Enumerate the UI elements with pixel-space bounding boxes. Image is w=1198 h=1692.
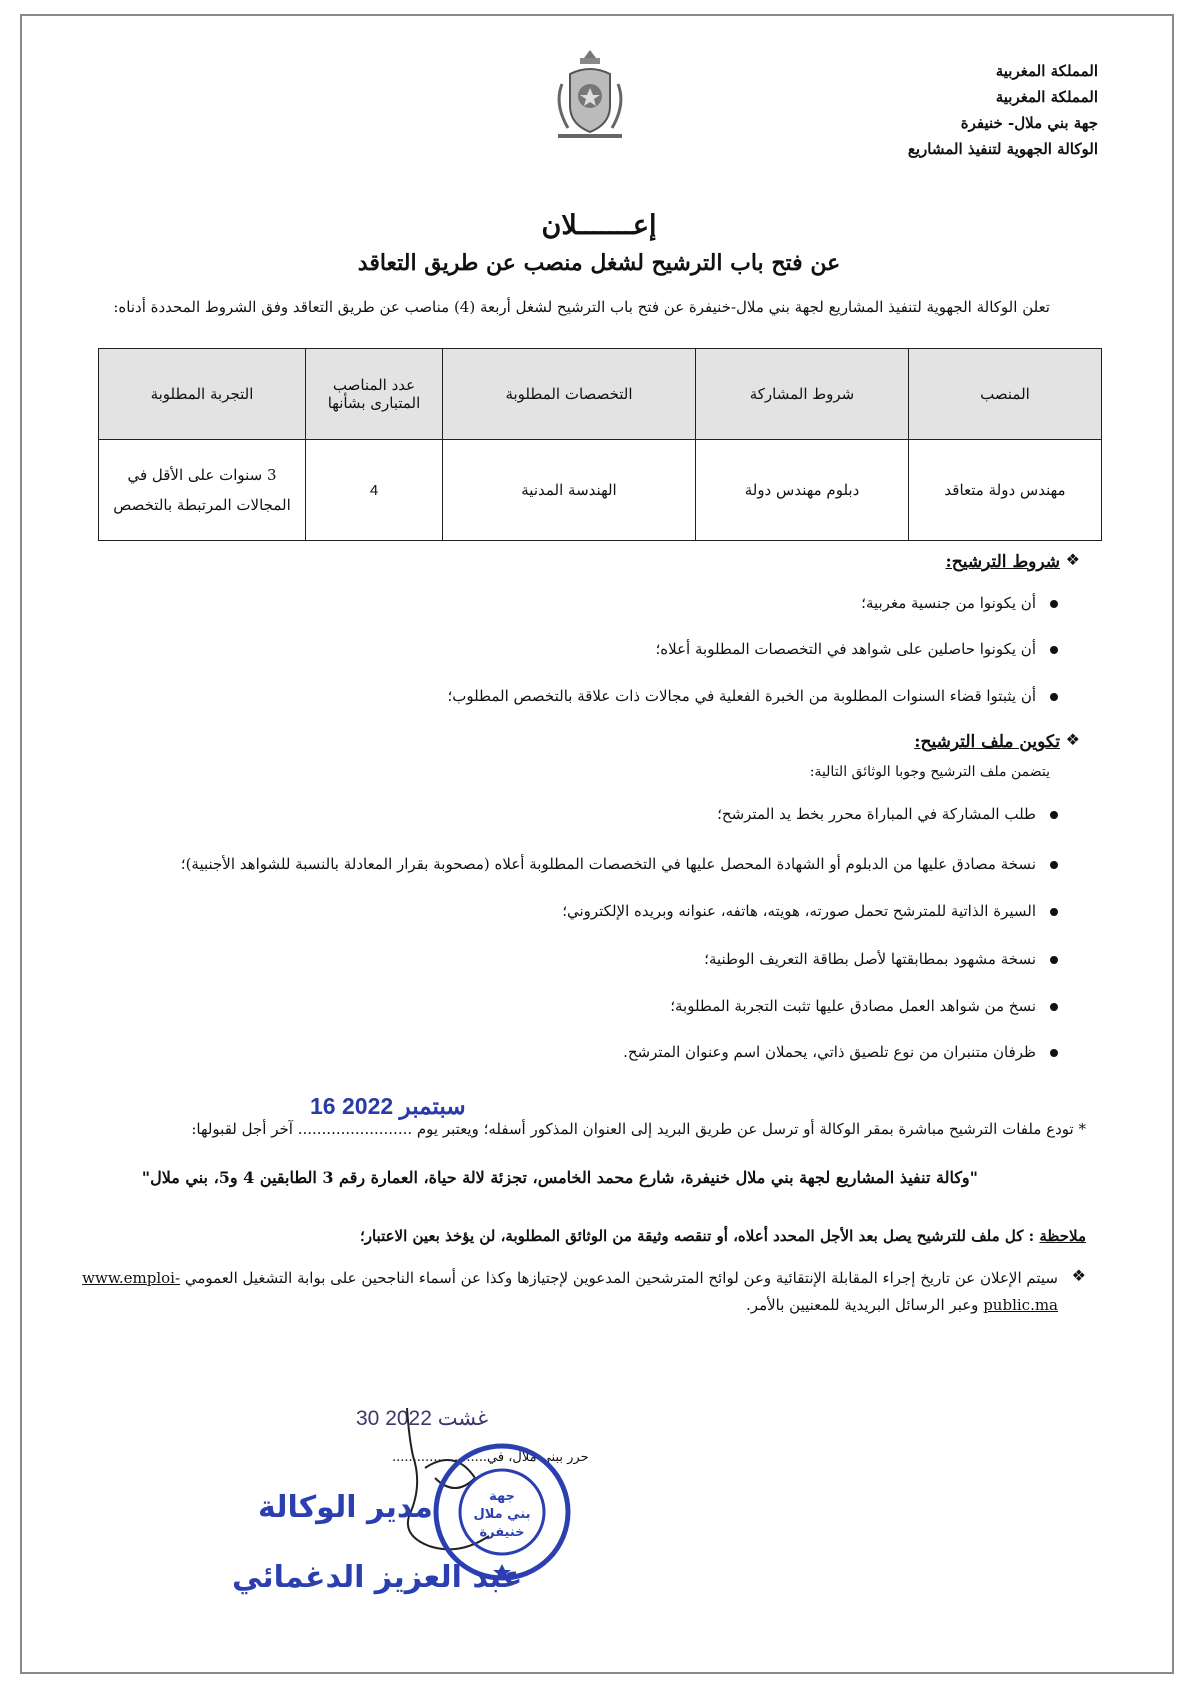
bullet-dot-icon	[1050, 693, 1058, 701]
signed-place-line: حرر ببني ملال، في.......................	[392, 1450, 589, 1465]
table-cell: الهندسة المدنية	[443, 440, 696, 541]
bullet-dot-icon	[1050, 908, 1058, 916]
header-block	[838, 58, 1098, 162]
table-row	[99, 440, 1102, 541]
positions-table	[98, 348, 1102, 541]
bullet-dot-icon	[1050, 1003, 1058, 1011]
list-item: أن يثبتوا قضاء السنوات المطلوبة من الخبرة الفعلية في مجالات ذات علاقة بالتخصص المطلوب؛	[447, 687, 1058, 705]
director-title: مدير الوكالة	[258, 1490, 433, 1525]
bullet-dot-icon	[1050, 600, 1058, 608]
table-cell: مهندس دولة متعاقد	[909, 440, 1102, 541]
list-item: نسخة مشهود بمطابقتها لأصل بطاقة التعريف الوطنية؛	[704, 950, 1058, 968]
section-bullet-icon: ❖	[1065, 550, 1080, 569]
section-bullet-icon: ❖	[1065, 730, 1080, 749]
page-title: إعـــــــلان	[541, 210, 657, 241]
list-item: نسخ من شواهد العمل مصادق عليها تثبت التجربة المطلوبة؛	[670, 997, 1058, 1015]
list-item: طلب المشاركة في المباراة محرر بخط يد المترشح؛	[717, 805, 1058, 823]
file-intro: يتضمن ملف الترشيح وجوبا الوثائق التالية:	[809, 764, 1050, 780]
bullet-dot-icon	[1050, 646, 1058, 654]
header-line: الوكالة الجهوية لتنفيذ المشاريع	[907, 140, 1098, 158]
table-header-cell: التجربة المطلوبة	[99, 349, 306, 440]
table-cell: 3 سنوات على الأقل في المجالات المرتبطة بالتخصص	[99, 440, 306, 541]
emploi-public-link[interactable]: www.emploi-public.ma	[82, 1269, 1058, 1314]
note-label: ملاحظة	[1039, 1227, 1086, 1245]
file-heading: تكوين ملف الترشيح:	[914, 732, 1060, 752]
table-cell: دبلوم مهندس دولة	[696, 440, 909, 541]
deadline-date-stamp: 16 سبتمبر 2022	[310, 1093, 466, 1119]
note-text: : كل ملف للترشيح يصل بعد الأجل المحدد أعلاه، أو تنقصه وثيقة من الوثائق المطلوبة، لن يؤخذ بعين الاعتبار؛	[359, 1227, 1035, 1245]
seal-text: جهة	[489, 1489, 515, 1504]
seal-text: بني ملال	[473, 1507, 531, 1522]
director-name: عبد العزيز الدغمائي	[232, 1560, 523, 1595]
seal-text: خنيفرة	[479, 1525, 525, 1540]
signed-date-stamp: 30 غشت 2022	[356, 1407, 489, 1430]
table-header-cell: المنصب	[909, 349, 1102, 440]
coat-of-arms-icon	[548, 44, 632, 144]
table-header-cell: شروط المشاركة	[696, 349, 909, 440]
conditions-heading: شروط الترشيح:	[945, 552, 1060, 572]
table-header-row	[99, 349, 1102, 440]
list-item: أن يكونوا من جنسية مغربية؛	[861, 594, 1058, 612]
announcement-text: سيتم الإعلان عن تاريخ إجراء المقابلة الإنتقائية وعن لوائح المترشحين المدعوين لإجتيازها وكذا عن أسماء الناجحين على بوابة التشغيل العمومي	[184, 1269, 1058, 1287]
note-paragraph	[360, 1227, 1086, 1245]
header-line: جهة بني ملال- خنيفرة	[960, 114, 1098, 132]
header-line: المملكة المغربية	[995, 62, 1098, 80]
bullet-dot-icon	[1050, 956, 1058, 964]
page-subtitle: عن فتح باب الترشيح لشغل منصب عن طريق التعاقد	[357, 250, 841, 276]
announcement-paragraph	[68, 1265, 1058, 1319]
intro-paragraph: تعلن الوكالة الجهوية لتنفيذ المشاريع لجهة بني ملال-خنيفرة عن فتح باب الترشيح لشغل أربعة (4) مناصب عن طريق التعاقد وفق الشروط المحددة أدناه:	[113, 298, 1050, 316]
bullet-dot-icon	[1050, 811, 1058, 819]
agency-address: "وكالة تنفيذ المشاريع لجهة بني ملال خنيفرة، شارع محمد الخامس، تجزئة لالة حياة، العمارة رقم 3 الطابقين 4 و5، بني ملال"	[141, 1168, 978, 1187]
table-header-cell: عدد المناصب المتبارى بشأنها	[306, 349, 443, 440]
bullet-dot-icon	[1050, 1049, 1058, 1057]
table-header-cell: التخصصات المطلوبة	[443, 349, 696, 440]
bullet-dot-icon	[1050, 861, 1058, 869]
section-bullet-icon: ❖	[1071, 1266, 1086, 1285]
list-item: نسخة مصادق عليها من الدبلوم أو الشهادة المحصل عليها في التخصصات المطلوبة أعلاه (مصحوبة بقرار المعادلة بالنسبة للشواهد الأجنبية)؛	[181, 855, 1058, 873]
table-cell: 4	[306, 440, 443, 541]
announcement-tail: وعبر الرسائل البريدية للمعنيين بالأمر.	[746, 1296, 979, 1314]
list-item: أن يكونوا حاصلين على شواهد في التخصصات المطلوبة أعلاه؛	[656, 640, 1058, 658]
list-item: السيرة الذاتية للمترشح تحمل صورته، هويته، هاتفه، عنوانه وبريده الإلكتروني؛	[562, 902, 1058, 920]
header-line: المملكة المغربية	[995, 88, 1098, 106]
list-item: ظرفان متنبران من نوع تلصيق ذاتي، يحملان اسم وعنوان المترشح.	[623, 1043, 1058, 1061]
deposit-paragraph: * تودع ملفات الترشيح مباشرة بمقر الوكالة أو ترسل عن طريق البريد إلى العنوان المذكور أسفله؛ ويعتبر يوم ........................ آخر أجل لقبولها:	[191, 1120, 1086, 1138]
